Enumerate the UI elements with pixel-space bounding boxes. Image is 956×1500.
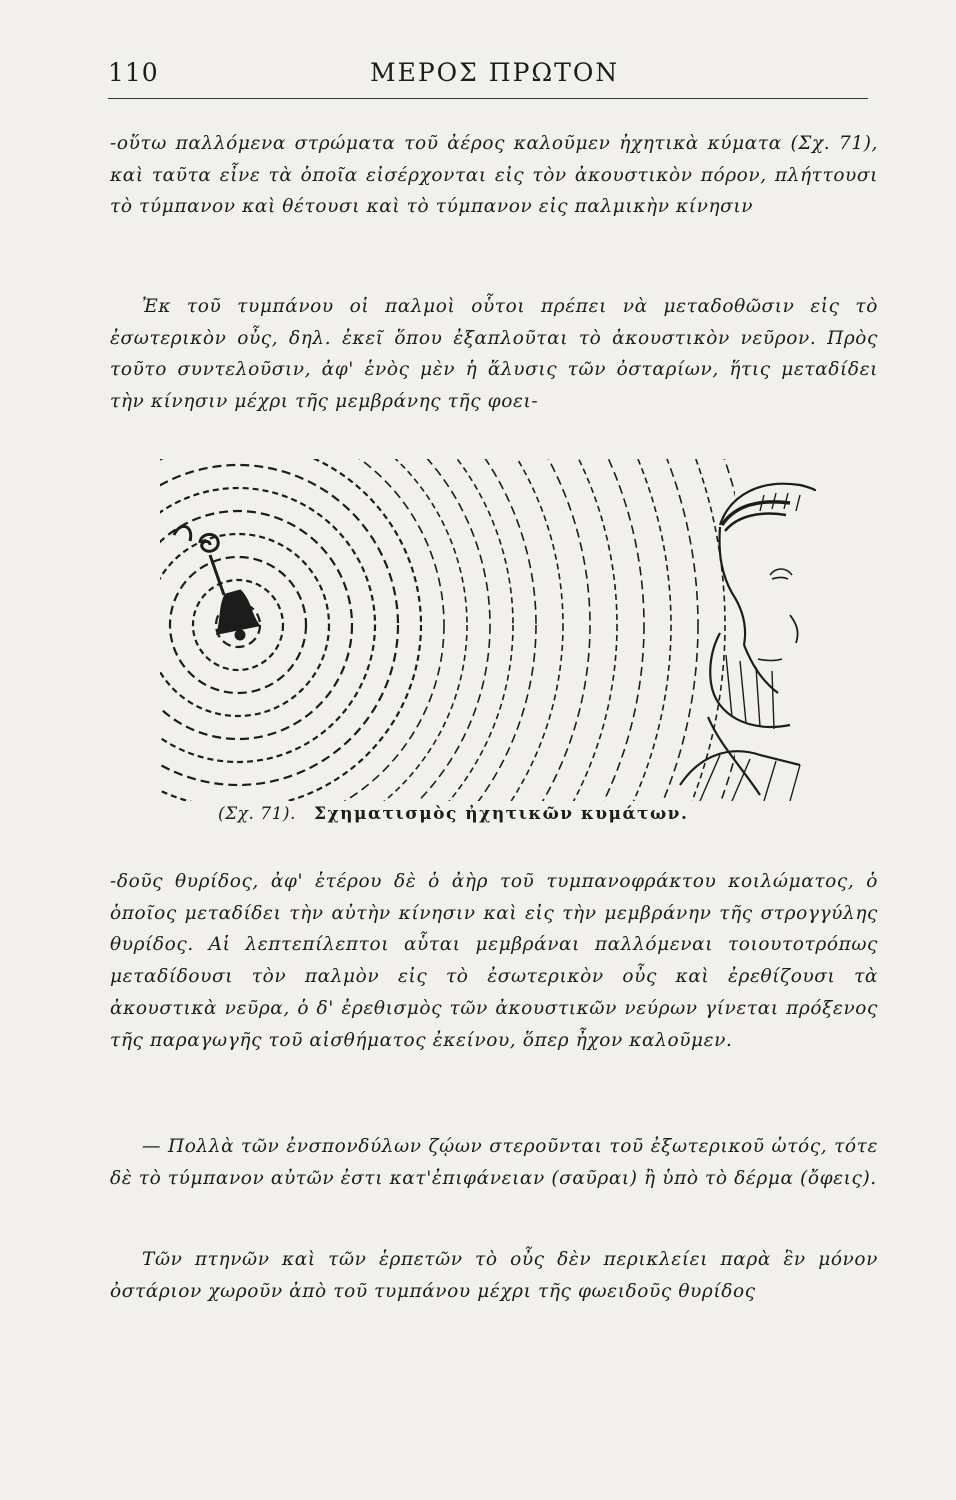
running-title: ΜΕΡΟΣ ΠΡΩΤΟΝ [370, 58, 620, 87]
wave-ring [160, 455, 806, 807]
paragraph-tympanum: Ἐκ τοῦ τυμπάνου οἱ παλμοὶ οὗτοι πρέπει νὰ μεταδοθῶσιν εἰς τὸ ἐσωτερικὸν οὖς, δηλ. ἐκεῖ ὅπου ἐξαπλοῦται τὸ ἀκουστικὸν νεῦρον. Πρὸς τοῦτο συντελοῦσιν, ἀφ' ἑνὸς μὲν ἡ ἅλυσις τῶν ὀσταρίων, ἥτις μεταδίδει τὴν κίνησιν μέχρι τῆς μεμβράνης τῆς φοει- [110, 296, 878, 413]
figure-caption-text: Σχηματισμὸς ἠχητικῶν κυμάτων. [313, 804, 689, 824]
sound-wave-figure [160, 455, 816, 807]
listener-portrait [680, 484, 816, 801]
page-header [108, 58, 868, 94]
wave-ring [160, 455, 779, 807]
figure-caption [218, 804, 778, 834]
wave-ring [160, 455, 752, 807]
wave-ring [160, 455, 725, 807]
header-rule [108, 98, 868, 99]
wave-ring [160, 455, 513, 807]
paragraph-vertebrates: — Πολλὰ τῶν ἐνσπονδύλων ζῴων στεροῦνται τοῦ ἐξωτερικοῦ ὠτός, τότε δὲ τὸ τύμπανον αὐτῶν ἐστι κατ'ἐπιφάνειαν (σαῦραι) ἢ ὑπὸ τὸ δέρμα (ὄφεις). [110, 1136, 878, 1189]
wave-ring [160, 455, 444, 807]
wave-ring [160, 455, 467, 807]
paragraph-sound-waves: -οὕτω παλλόμενα στρώματα τοῦ ἀέρος καλοῦμεν ἠχητικὰ κύματα (Σχ. 71), καὶ ταῦτα εἶνε τὰ ὁποῖα εἰσέρχονται εἰς τὸν ἀκουστικὸν πόρον, πλήττουσι τὸ τύμπανον καὶ θέτουσι καὶ τὸ τύμπανον εἰς παλμικὴν κίνησιν [110, 133, 878, 218]
wave-ring [160, 465, 398, 785]
wave-ring [160, 455, 421, 807]
page-number: 110 [108, 58, 159, 87]
figure-reference: (Σχ. 71). [218, 804, 296, 824]
paragraph-birds-reptiles: Τῶν πτηνῶν καὶ τῶν ἑρπετῶν τὸ οὖς δὲν περικλείει παρὰ ἓν μόνον ὀστάριον χωροῦν ἀπὸ τοῦ τυμπάνου μέχρι τῆς φωειδοῦς θυρίδος [110, 1249, 878, 1302]
wave-ring [160, 455, 490, 807]
paragraph-round-window: -δοῦς θυρίδος, ἀφ' ἑτέρου δὲ ὁ ἀὴρ τοῦ τυμπανοφράκτου κοιλώματος, ὁ ὁποῖος μεταδίδει τὴν αὐτὴν κίνησιν καὶ εἰς τὴν μεμβράνην τῆς στρογγύλης θυρίδος. Αἱ λεπτεπίλεπτοι αὗται μεμβράναι παλλόμεναι τοιουτοτρόπως μεταδίδουσι τὸν παλμὸν εἰς τὸ ἐσωτερικὸν οὖς καὶ ἐρεθίζουσι τὰ ἀκουστικὰ νεῦρα, ὁ δ' ἐρεθισμὸς τῶν ἀκουστικῶν νεύρων γίνεται πρόξενος τῆς παραγωγῆς τοῦ αἰσθήματος ἐκείνου, ὅπερ ἦχον καλοῦμεν. [110, 871, 878, 1051]
sound-wave-illustration [160, 455, 816, 807]
